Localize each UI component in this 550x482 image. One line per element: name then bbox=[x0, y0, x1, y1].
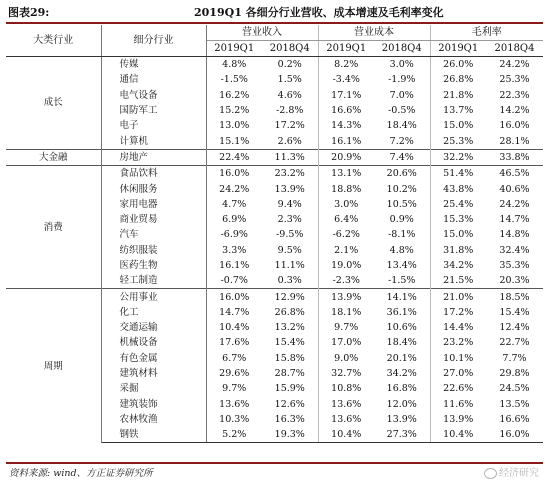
value-cell: 51.4% bbox=[430, 166, 486, 182]
value-cell: 10.1% bbox=[430, 351, 486, 366]
table-row bbox=[6, 166, 543, 182]
value-cell: 0.3% bbox=[277, 275, 302, 287]
value-cell: 9.0% bbox=[318, 351, 374, 366]
value-cell: 28.7% bbox=[274, 368, 305, 380]
value-cell: 16.0% bbox=[206, 166, 262, 182]
value-cell: 9.7% bbox=[318, 320, 374, 335]
sub-industry-cell: 汽车 bbox=[101, 227, 206, 242]
value-cell: 7.4% bbox=[374, 149, 430, 165]
sub-industry-cell: 钢铁 bbox=[101, 427, 206, 443]
value-cell: 4.8% bbox=[389, 244, 414, 256]
value-cell: 14.8% bbox=[499, 229, 530, 241]
value-cell: -6.2% bbox=[318, 227, 374, 242]
value-cell: 11.6% bbox=[430, 397, 486, 412]
value-cell: 7.2% bbox=[389, 135, 414, 147]
value-cell: 0.2% bbox=[262, 57, 318, 73]
value-cell: 17.6% bbox=[219, 337, 250, 349]
value-cell: 14.7% bbox=[219, 306, 250, 318]
value-cell: 10.4% bbox=[219, 322, 250, 334]
table-row bbox=[6, 289, 543, 305]
value-cell: 16.1% bbox=[318, 133, 374, 149]
header-sub-industry: 细分行业 bbox=[101, 25, 206, 57]
value-cell: 21.0% bbox=[430, 289, 486, 305]
header-gross-margin: 毛利率 bbox=[430, 25, 543, 41]
value-cell: 9.5% bbox=[277, 244, 302, 256]
header-cost: 营业成本 bbox=[318, 25, 430, 41]
sub-industry-cell: 机械设备 bbox=[101, 335, 206, 350]
value-cell: 16.6% bbox=[499, 413, 530, 425]
value-cell: 34.2% bbox=[430, 258, 486, 273]
value-cell: 13.2% bbox=[274, 322, 305, 334]
value-cell: 9.7% bbox=[222, 383, 247, 395]
value-cell: 22.7% bbox=[499, 337, 530, 349]
value-cell: 36.1% bbox=[386, 306, 417, 318]
value-cell: 14.3% bbox=[318, 118, 374, 133]
value-cell: 13.0% bbox=[219, 120, 250, 132]
value-cell: 29.6% bbox=[219, 368, 250, 380]
value-cell: 18.4% bbox=[386, 337, 417, 349]
value-cell: 21.8% bbox=[430, 88, 486, 103]
value-cell: 22.6% bbox=[430, 381, 486, 396]
value-cell: 13.9% bbox=[318, 289, 374, 305]
sub-industry-cell: 食品饮料 bbox=[101, 166, 206, 182]
value-cell: 14.7% bbox=[499, 214, 530, 226]
value-cell: 46.5% bbox=[486, 166, 543, 182]
value-cell: -9.5% bbox=[276, 229, 304, 241]
value-cell: 26.8% bbox=[430, 72, 486, 87]
value-cell: 23.2% bbox=[262, 166, 318, 182]
value-cell: 17.0% bbox=[318, 335, 374, 350]
value-cell: 10.8% bbox=[318, 381, 374, 396]
value-cell: 26.8% bbox=[274, 306, 305, 318]
value-cell: 1.5% bbox=[277, 74, 302, 86]
value-cell: 15.4% bbox=[499, 306, 530, 318]
header-period: 2019Q1 bbox=[430, 41, 486, 57]
value-cell: 5.2% bbox=[206, 427, 262, 443]
value-cell: 10.4% bbox=[318, 427, 374, 443]
value-cell: 15.9% bbox=[274, 383, 305, 395]
sub-industry-cell: 有色金属 bbox=[101, 351, 206, 366]
value-cell: 10.3% bbox=[219, 413, 250, 425]
sub-industry-cell: 纺织服装 bbox=[101, 243, 206, 258]
sub-industry-cell: 建筑材料 bbox=[101, 366, 206, 381]
major-category-cell: 成长 bbox=[6, 57, 101, 150]
major-category-cell: 大金融 bbox=[6, 149, 101, 165]
value-cell: 14.4% bbox=[430, 320, 486, 335]
major-category-cell: 消费 bbox=[6, 166, 101, 289]
value-cell: 16.0% bbox=[486, 427, 543, 443]
header-period: 2018Q4 bbox=[262, 41, 318, 57]
value-cell: 9.4% bbox=[277, 198, 302, 210]
value-cell: 10.4% bbox=[430, 427, 486, 443]
value-cell: 29.8% bbox=[499, 368, 530, 380]
value-cell: 2.6% bbox=[277, 135, 302, 147]
value-cell: -2.3% bbox=[318, 273, 374, 289]
header-period: 2019Q1 bbox=[318, 41, 374, 57]
value-cell: 35.3% bbox=[499, 260, 530, 271]
value-cell: 18.1% bbox=[318, 305, 374, 320]
value-cell: 14.2% bbox=[499, 105, 530, 117]
sub-industry-cell: 休闲服务 bbox=[101, 181, 206, 196]
value-cell: 15.1% bbox=[219, 135, 250, 147]
value-cell: 13.6% bbox=[318, 397, 374, 412]
value-cell: 4.7% bbox=[222, 198, 247, 210]
value-cell: 2.3% bbox=[277, 214, 302, 226]
value-cell: 13.9% bbox=[430, 412, 486, 427]
value-cell: 13.1% bbox=[318, 166, 374, 182]
value-cell: 18.4% bbox=[386, 120, 417, 132]
value-cell: 16.0% bbox=[206, 289, 262, 305]
table-body bbox=[6, 57, 543, 443]
value-cell: 13.4% bbox=[386, 260, 417, 271]
value-cell: 4.8% bbox=[206, 57, 262, 73]
value-cell: 22.3% bbox=[499, 89, 530, 101]
value-cell: 13.9% bbox=[386, 413, 417, 425]
value-cell: 17.2% bbox=[430, 305, 486, 320]
wechat-icon bbox=[484, 468, 497, 479]
header-period: 2018Q4 bbox=[374, 41, 430, 57]
header-revenue: 营业收入 bbox=[206, 25, 318, 41]
header-period: 2018Q4 bbox=[486, 41, 543, 57]
table-row bbox=[6, 149, 543, 165]
value-cell: 25.3% bbox=[499, 74, 530, 86]
value-cell: 3.0% bbox=[374, 57, 430, 73]
sub-industry-cell: 电气设备 bbox=[101, 88, 206, 103]
value-cell: 12.4% bbox=[499, 322, 530, 334]
sub-industry-cell: 轻工制造 bbox=[101, 273, 206, 289]
value-cell: 19.0% bbox=[318, 258, 374, 273]
header-major-category: 大类行业 bbox=[6, 25, 101, 57]
value-cell: 24.2% bbox=[486, 57, 543, 73]
sub-industry-cell: 医药生物 bbox=[101, 258, 206, 273]
value-cell: 24.5% bbox=[499, 383, 530, 395]
sub-industry-cell: 商业贸易 bbox=[101, 212, 206, 227]
sub-industry-cell: 国防军工 bbox=[101, 103, 206, 118]
value-cell: 3.3% bbox=[222, 244, 247, 256]
value-cell: 28.1% bbox=[499, 135, 530, 147]
value-cell: 20.6% bbox=[374, 166, 430, 182]
value-cell: 33.8% bbox=[486, 149, 543, 165]
value-cell: 3.0% bbox=[318, 197, 374, 212]
value-cell: 20.9% bbox=[318, 149, 374, 165]
sub-industry-cell: 传媒 bbox=[101, 57, 206, 73]
chart-title-bar bbox=[6, 5, 543, 24]
value-cell: 26.0% bbox=[430, 57, 486, 73]
value-cell: 6.4% bbox=[318, 212, 374, 227]
figure-title: 2019Q1 各细分行业营收、成本增速及毛利率变化 bbox=[194, 6, 444, 19]
value-cell: 15.0% bbox=[430, 227, 486, 242]
value-cell: 23.2% bbox=[430, 335, 486, 350]
value-cell: 16.6% bbox=[318, 103, 374, 118]
value-cell: 6.7% bbox=[222, 352, 247, 364]
value-cell: 18.5% bbox=[486, 289, 543, 305]
value-cell: -2.8% bbox=[276, 105, 304, 117]
sub-industry-cell: 家用电器 bbox=[101, 197, 206, 212]
value-cell: 8.2% bbox=[318, 57, 374, 73]
value-cell: 18.8% bbox=[318, 181, 374, 196]
value-cell: 7.0% bbox=[389, 89, 414, 101]
value-cell: 27.3% bbox=[374, 427, 430, 443]
figure-label: 图表29: bbox=[8, 6, 50, 19]
value-cell: 16.0% bbox=[499, 120, 530, 132]
header-period: 2019Q1 bbox=[206, 41, 262, 57]
value-cell: 10.2% bbox=[386, 183, 417, 195]
value-cell: 17.1% bbox=[318, 88, 374, 103]
sub-industry-cell: 计算机 bbox=[101, 133, 206, 149]
value-cell: 10.5% bbox=[386, 198, 417, 210]
sub-industry-cell: 化工 bbox=[101, 305, 206, 320]
value-cell: 32.2% bbox=[430, 149, 486, 165]
major-category-cell: 周期 bbox=[6, 289, 101, 443]
value-cell: 4.6% bbox=[277, 89, 302, 101]
value-cell: 16.1% bbox=[219, 260, 250, 271]
value-cell: 31.8% bbox=[430, 243, 486, 258]
value-cell: 7.7% bbox=[502, 352, 527, 364]
value-cell: 24.2% bbox=[499, 198, 530, 210]
sub-industry-cell: 交通运输 bbox=[101, 320, 206, 335]
value-cell: 13.5% bbox=[499, 398, 530, 410]
value-cell: 10.6% bbox=[386, 322, 417, 334]
value-cell: 25.4% bbox=[430, 197, 486, 212]
value-cell: 22.4% bbox=[206, 149, 262, 165]
sub-industry-cell: 电子 bbox=[101, 118, 206, 133]
value-cell: 11.3% bbox=[262, 149, 318, 165]
sub-industry-cell: 采掘 bbox=[101, 381, 206, 396]
value-cell: 24.2% bbox=[219, 183, 250, 195]
value-cell: -0.7% bbox=[220, 275, 248, 287]
value-cell: 14.1% bbox=[374, 289, 430, 305]
value-cell: 16.2% bbox=[219, 89, 250, 101]
value-cell: 12.9% bbox=[262, 289, 318, 305]
value-cell: 15.0% bbox=[430, 118, 486, 133]
value-cell: 15.2% bbox=[219, 105, 250, 117]
value-cell: -1.9% bbox=[388, 74, 416, 86]
value-cell: 13.9% bbox=[274, 183, 305, 195]
value-cell: 13.7% bbox=[430, 103, 486, 118]
watermark bbox=[484, 464, 539, 479]
value-cell: 6.9% bbox=[222, 214, 247, 226]
value-cell: 11.1% bbox=[274, 260, 305, 271]
sub-industry-cell: 通信 bbox=[101, 72, 206, 87]
value-cell: 16.8% bbox=[386, 383, 417, 395]
value-cell: 43.8% bbox=[430, 181, 486, 196]
value-cell: 32.7% bbox=[318, 366, 374, 381]
value-cell: -1.5% bbox=[220, 74, 248, 86]
value-cell: 15.4% bbox=[274, 337, 305, 349]
value-cell: 34.2% bbox=[386, 368, 417, 380]
value-cell: -1.5% bbox=[388, 275, 416, 287]
source-note: 资料来源: wind、方正证券研究所 bbox=[9, 468, 153, 479]
value-cell: 13.6% bbox=[219, 398, 250, 410]
sub-industry-cell: 公用事业 bbox=[101, 289, 206, 305]
value-cell: 40.6% bbox=[499, 183, 530, 195]
sub-industry-cell: 农林牧渔 bbox=[101, 412, 206, 427]
value-cell: -6.9% bbox=[220, 229, 248, 241]
sub-industry-cell: 房地产 bbox=[101, 149, 206, 165]
value-cell: -3.4% bbox=[318, 72, 374, 87]
value-cell: 20.3% bbox=[499, 275, 530, 287]
value-cell: 21.5% bbox=[430, 273, 486, 289]
footer bbox=[6, 462, 543, 482]
value-cell: 20.1% bbox=[386, 352, 417, 364]
value-cell: -8.1% bbox=[388, 229, 416, 241]
value-cell: 32.4% bbox=[499, 244, 530, 256]
value-cell: 2.1% bbox=[318, 243, 374, 258]
sub-industry-cell: 建筑装饰 bbox=[101, 397, 206, 412]
value-cell: 27.0% bbox=[430, 366, 486, 381]
value-cell: 0.9% bbox=[389, 214, 414, 226]
value-cell: 19.3% bbox=[262, 427, 318, 443]
value-cell: 17.2% bbox=[274, 120, 305, 132]
value-cell: 16.3% bbox=[274, 413, 305, 425]
value-cell: 13.6% bbox=[318, 412, 374, 427]
value-cell: 15.3% bbox=[430, 212, 486, 227]
watermark-text: 经济研究 bbox=[499, 468, 539, 479]
table-row bbox=[6, 57, 543, 73]
value-cell: 15.8% bbox=[274, 352, 305, 364]
value-cell: -0.5% bbox=[388, 105, 416, 117]
industry-growth-table bbox=[6, 25, 543, 443]
value-cell: 25.3% bbox=[430, 133, 486, 149]
value-cell: 12.6% bbox=[274, 398, 305, 410]
value-cell: 12.0% bbox=[386, 398, 417, 410]
